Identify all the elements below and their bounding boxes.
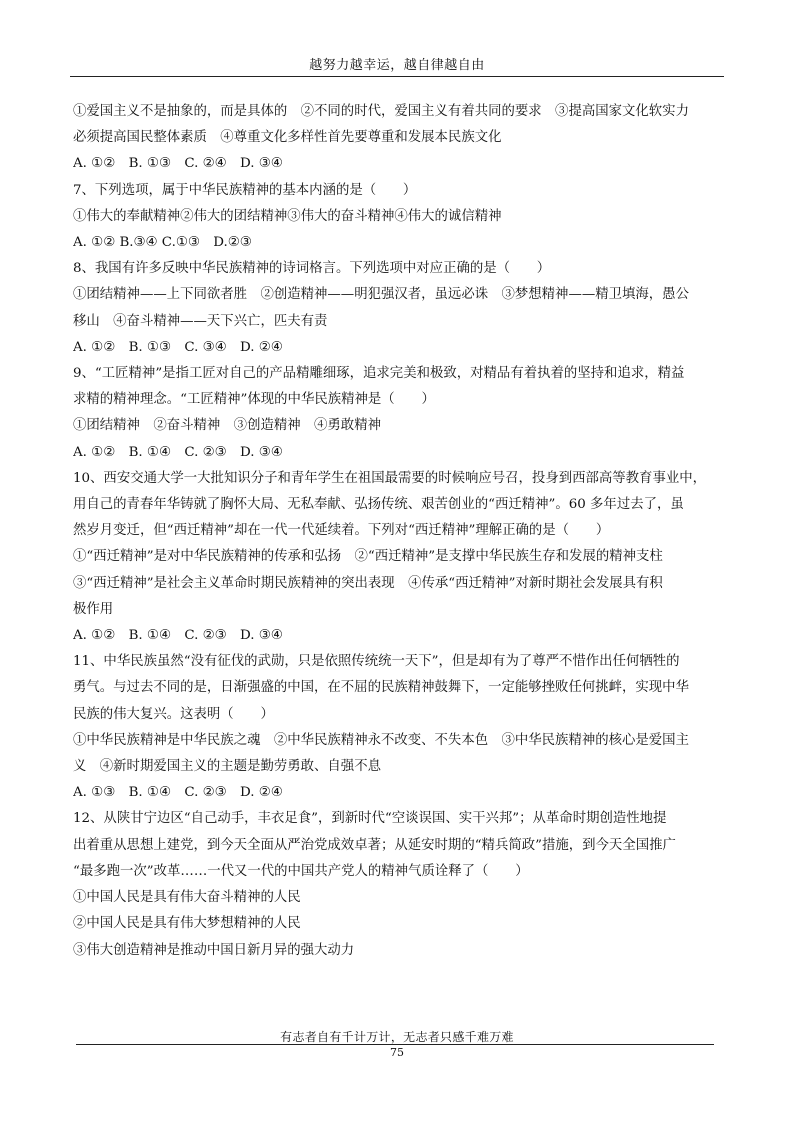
text-line: ①团结精神 ②奋斗精神 ③创造精神 ④勇敢精神: [73, 418, 381, 434]
text-line: 移山 ④奋斗精神——天下兴亡，匹夫有责: [73, 313, 328, 329]
page-number: 75: [390, 1046, 404, 1059]
text-line: 极作用: [73, 601, 114, 617]
question-8: 8、我国有许多反映中华民族精神的诗词格言。下列选项中对应正确的是（ ）: [73, 261, 551, 277]
text-line: ①“西迁精神”是对中华民族精神的传承和弘扬 ②“西迁精神”是支撑中华民族生存和发展的精神支柱: [73, 549, 663, 565]
question-11: 11、中华民族虽然“没有征伐的武勋，只是依照传统统一天下”，但是却有为了尊严不惜作出任何牺牲的: [73, 654, 680, 670]
text-line: ①中国人民是具有伟大奋斗精神的人民: [73, 890, 301, 906]
text-line: 用自己的青春年华铸就了胸怀大局、无私奉献、弘扬传统、艰苦创业的“西迁精神”。60 多年过去了，虽: [73, 497, 684, 513]
text-line: ③伟大创造精神是推动中国日新月异的强大动力: [73, 942, 355, 958]
answer-options: A. ①② B.③④ C.①③ D.②③: [73, 235, 252, 251]
question-9: 9、“工匠精神”是指工匠对自己的产品精雕细琢，追求完美和极致，对精品有着执着的坚持和追求，精益: [73, 366, 685, 382]
answer-options: A. ①② B. ①③ C. ③④ D. ②④: [73, 339, 283, 355]
text-line: ②中国人民是具有伟大梦想精神的人民: [73, 916, 301, 932]
text-line: ①伟大的奉献精神②伟大的团结精神③伟大的奋斗精神④伟大的诚信精神: [73, 208, 502, 224]
question-12: 12、从陕甘宁边区“自己动手，丰衣足食”，到新时代“空谈误国、实干兴邦”；从革命时期创造性地提: [73, 811, 667, 827]
text-line: 出着重从思想上建党，到今天全面从严治党成效卓著；从延安时期的“精兵简政”措施，到今天全国推广: [73, 837, 676, 853]
text-line: ①中华民族精神是中华民族之魂 ②中华民族精神永不改变、不失本色 ③中华民族精神的核心是爱国主: [73, 732, 689, 748]
question-10: 10、西安交通大学一大批知识分子和青年学生在祖国最需要的时候响应号召，投身到西部高等教育事业中，: [73, 470, 707, 486]
answer-options: A. ①③ B. ①④ C. ②③ D. ②④: [73, 785, 283, 801]
question-content: [73, 99, 723, 964]
answer-options: A. ①② B. ①④ C. ②③ D. ③④: [73, 628, 283, 644]
text-line: 求精的精神理念。“工匠精神”体现的中华民族精神是（ ）: [73, 392, 435, 408]
text-line: ③“西迁精神”是社会主义革命时期民族精神的突出表现 ④传承“西迁精神”对新时期社会发展具有积: [73, 575, 663, 591]
text-line: ①爱国主义不是抽象的，而是具体的 ②不同的时代，爱国主义有着共同的要求 ③提高国家文化软实力: [73, 104, 689, 119]
answer-options: A. ①② B. ①④ C. ②③ D. ③④: [73, 444, 283, 460]
text-line: 勇气。与过去不同的是，日渐强盛的中国，在不屈的民族精神鼓舞下，一定能够挫败任何挑衅，实现中华: [73, 680, 689, 696]
header-divider: [70, 76, 724, 77]
text-line: “最多跑一次”改革……一代又一代的中国共产党人的精神气质诠释了（ ）: [73, 863, 529, 879]
footer-divider: [76, 1044, 714, 1045]
page-header-motto: 越努力越幸运，越自律越自由: [309, 58, 485, 73]
text-line: 必须提高国民整体素质 ④尊重文化多样性首先要尊重和发展本民族文化: [73, 130, 502, 146]
text-line: 然岁月变迁，但“西迁精神”却在一代一代延续着。下列对“西迁精神”理解正确的是（ ）: [73, 523, 610, 539]
page-footer-motto: 有志者自有千计万计，无志者只感千难万难: [280, 1030, 514, 1044]
text-line: 民族的伟大复兴。这表明（ ）: [73, 706, 274, 722]
question-7: 7、下列选项，属于中华民族精神的基本内涵的是（ ）: [73, 182, 417, 198]
answer-options: A. ①② B. ①③ C. ②④ D. ③④: [73, 156, 283, 172]
text-line: ①团结精神——上下同欲者胜 ②创造精神——明犯强汉者，虽远必诛 ③梦想精神——精卫填海，愚公: [73, 287, 689, 303]
text-line: 义 ④新时期爱国主义的主题是勤劳勇敢、自强不息: [73, 759, 381, 775]
